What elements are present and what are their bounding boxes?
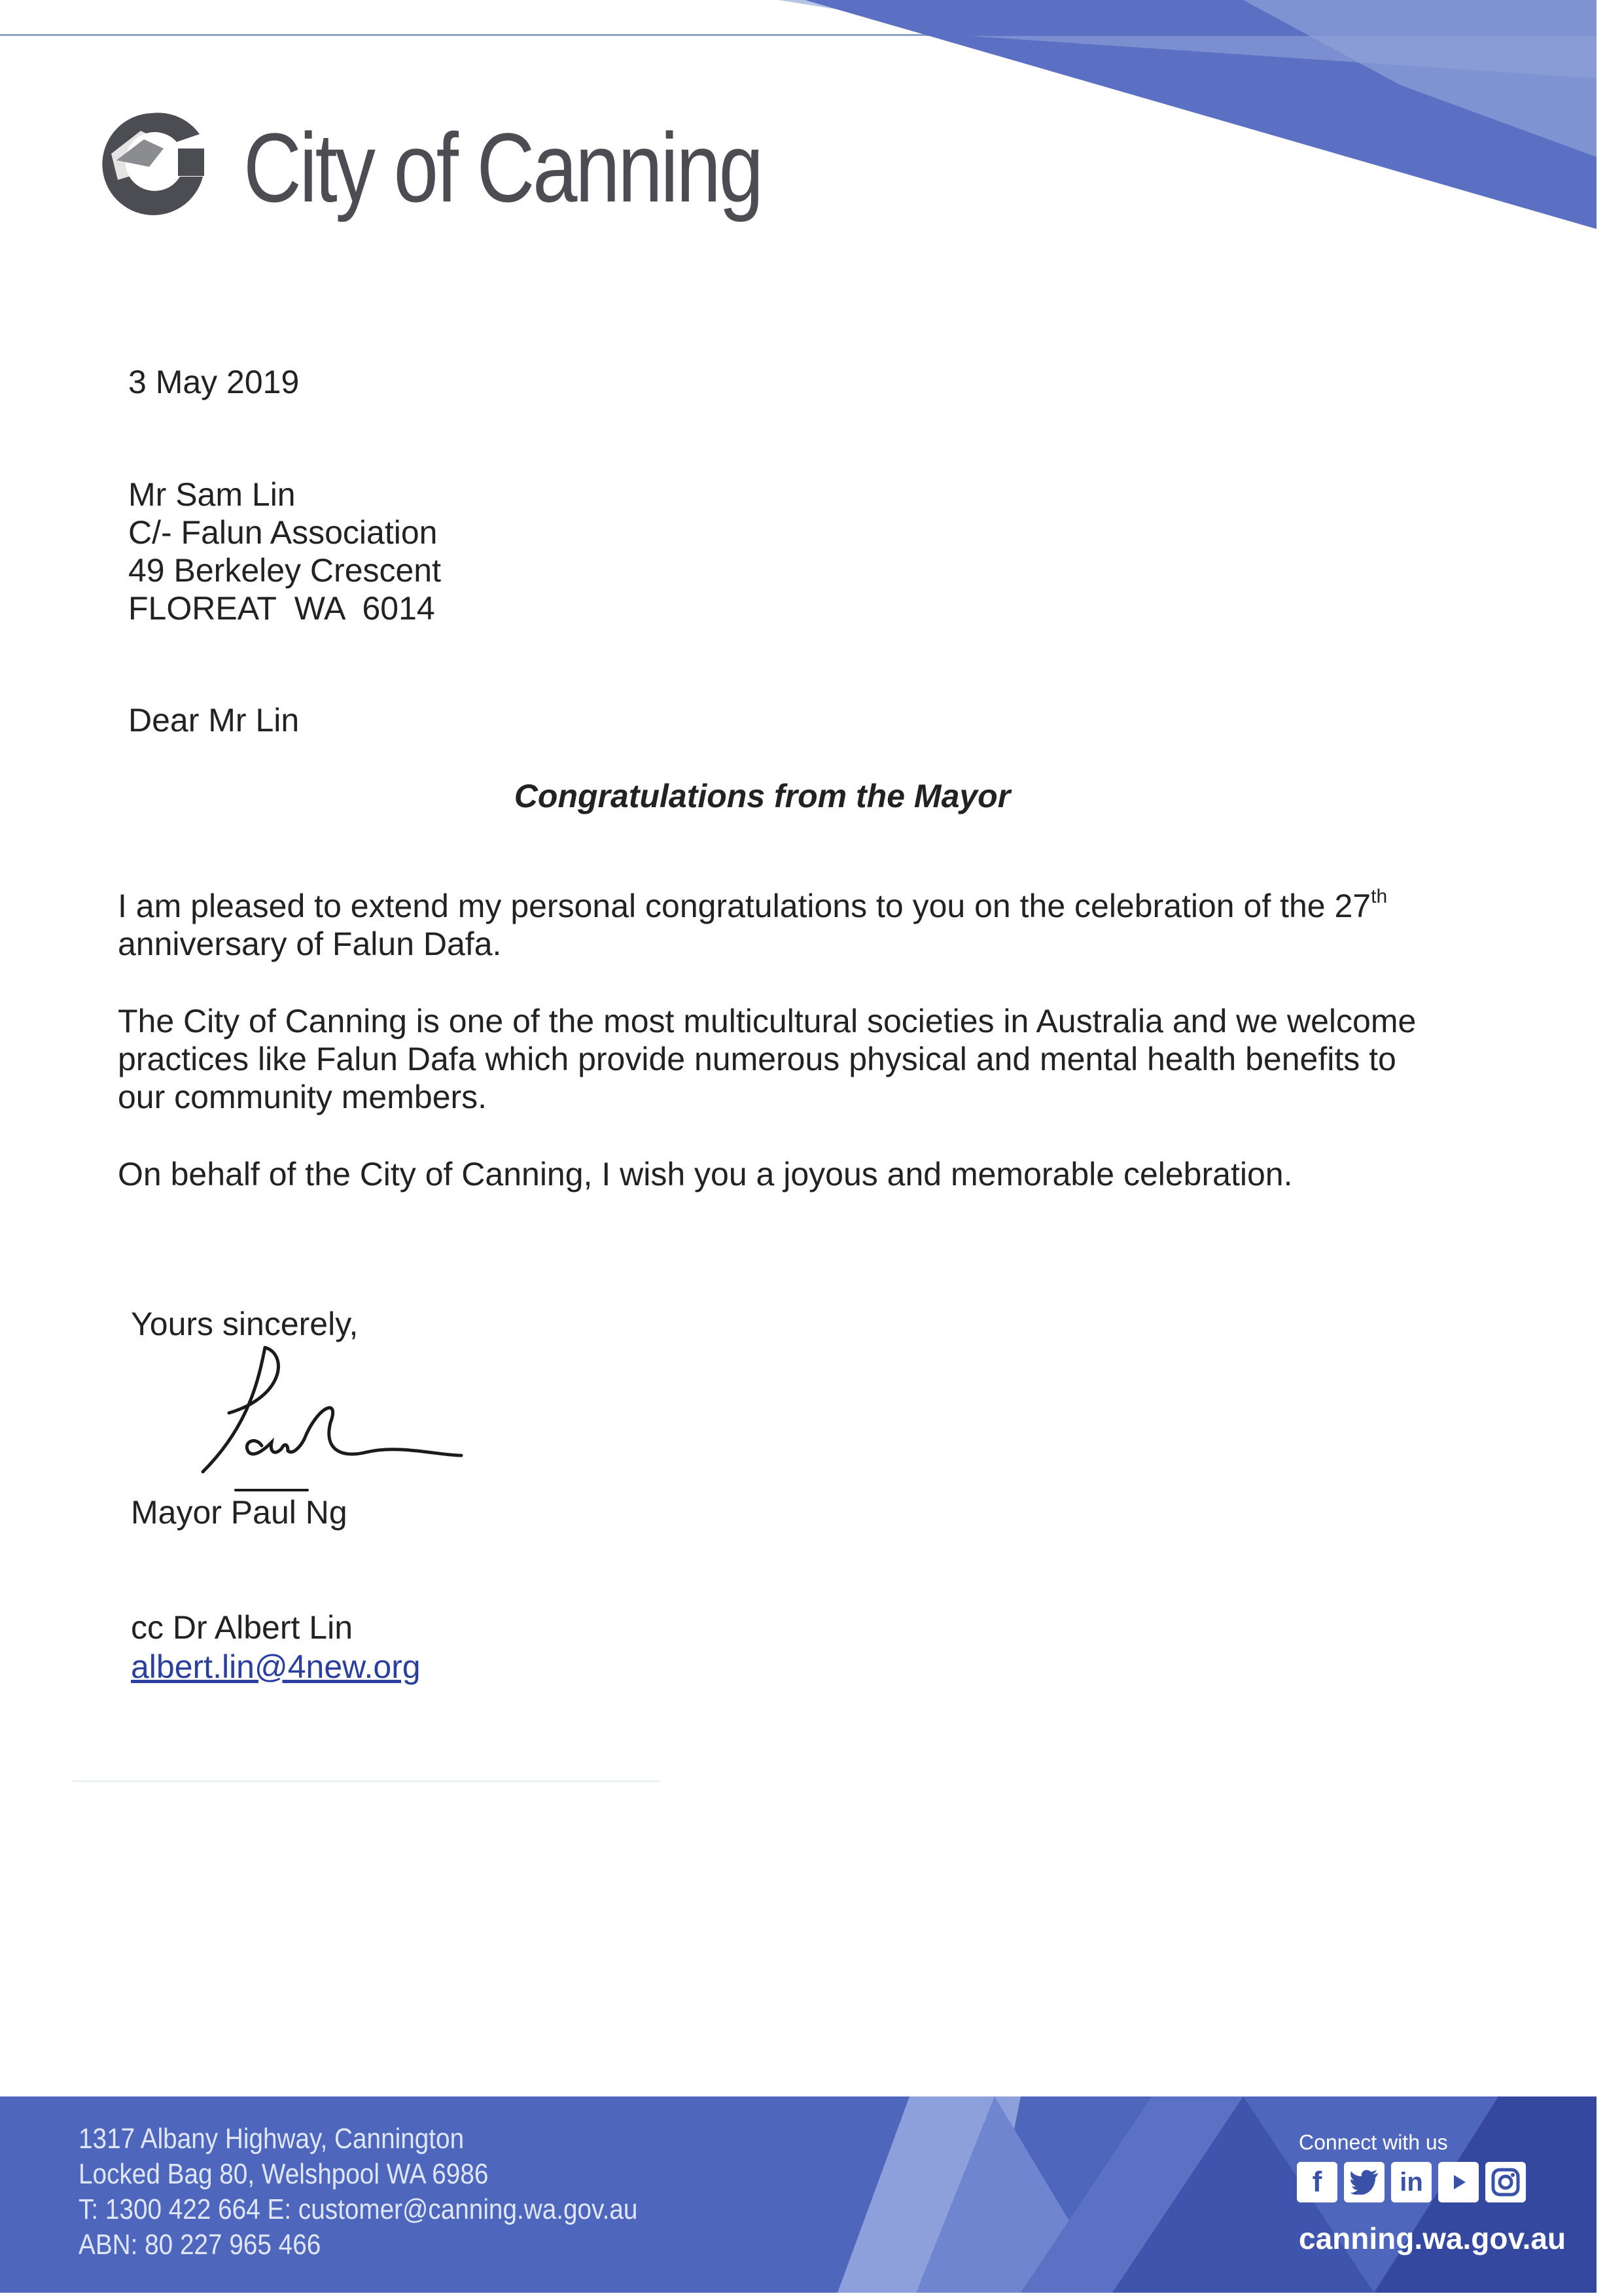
youtube-icon[interactable] [1438, 2162, 1479, 2202]
recipient-line: Mr Sam Lin [128, 476, 296, 513]
salutation: Dear Mr Lin [128, 702, 300, 739]
website-link[interactable]: canning.wa.gov.au [1299, 2221, 1566, 2255]
recipient-line: FLOREAT WA 6014 [128, 590, 435, 627]
ordinal-suffix: th [1371, 886, 1388, 907]
paragraph-1-continuation: anniversary of Falun Dafa. [118, 926, 502, 962]
footer-address-line-2: Locked Bag 80, Welshpool WA 6986 [79, 2158, 489, 2190]
paragraph-1-text: I am pleased to extend my personal congratulations to you on the celebration of the 27 [118, 888, 1371, 924]
closing: Yours sincerely, [131, 1306, 359, 1342]
social-icons [1297, 2162, 1526, 2209]
letter-subject: Congratulations from the Mayor [514, 778, 1011, 814]
connect-label: Connect with us [1299, 2131, 1448, 2154]
linkedin-icon[interactable]: in [1391, 2162, 1432, 2202]
handwritten-signature [190, 1334, 478, 1505]
paragraph-2: The City of Canning is one of the most multicultural societies in Australia and we welcome practices like Falun Dafa which provide numerous physical and mental health benefits to our community members. [118, 1003, 1417, 1115]
facebook-icon[interactable]: f [1297, 2162, 1337, 2202]
footer-address-line-1: 1317 Albany Highway, Cannington [79, 2123, 465, 2155]
faint-divider [72, 1781, 661, 1782]
footer-abn: ABN: 80 227 965 466 [79, 2229, 321, 2261]
signatory-name: Mayor Paul Ng [131, 1494, 347, 1531]
cc-line: cc Dr Albert Lin [131, 1609, 353, 1646]
recipient-line: C/- Falun Association [128, 514, 438, 551]
paragraph-3: On behalf of the City of Canning, I wish you a joyous and memorable celebration. [118, 1156, 1293, 1192]
letter-date: 3 May 2019 [128, 364, 300, 400]
brand-name: City of Canning [243, 113, 762, 222]
city-logo-icon [92, 108, 213, 219]
paragraph-1 [118, 887, 1426, 963]
cc-email-link[interactable]: albert.lin@4new.org [131, 1648, 421, 1685]
footer-contact: T: 1300 422 664 E: customer@canning.wa.gov.au [79, 2193, 638, 2225]
recipient-address [128, 476, 441, 627]
recipient-line: 49 Berkeley Crescent [128, 552, 442, 589]
instagram-icon[interactable] [1485, 2162, 1526, 2202]
footer [0, 2096, 1597, 2296]
twitter-icon[interactable] [1344, 2162, 1385, 2202]
